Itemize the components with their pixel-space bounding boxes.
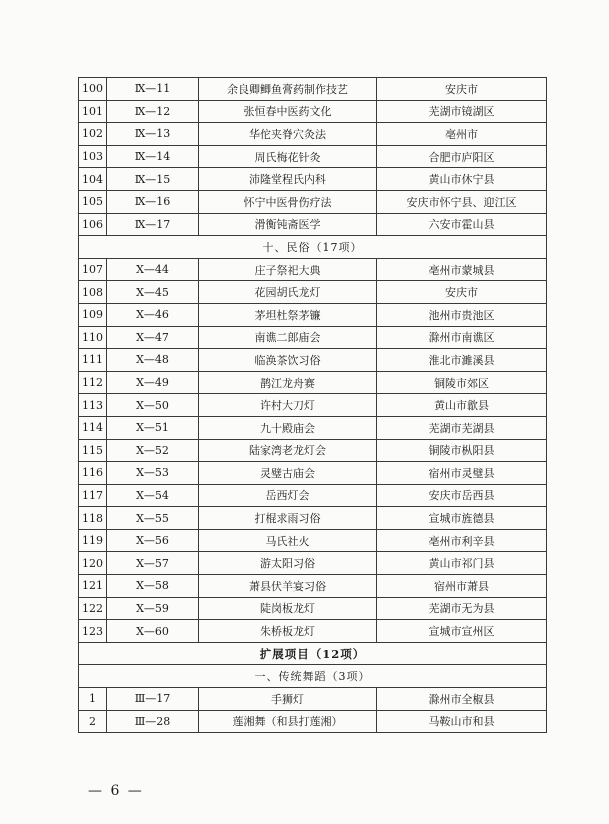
applicant-area-cell: 黄山市休宁县 — [377, 168, 547, 191]
serial-number-cell: 115 — [79, 439, 107, 462]
serial-number-cell: 123 — [79, 620, 107, 643]
applicant-area-cell: 六安市霍山县 — [377, 213, 547, 236]
serial-number-cell: 121 — [79, 575, 107, 598]
item-name-cell: 手狮灯 — [199, 688, 377, 711]
item-code-cell: Ⅹ—48 — [107, 349, 199, 372]
item-code-cell: Ⅸ—12 — [107, 100, 199, 123]
applicant-area-cell: 滁州市南谯区 — [377, 326, 547, 349]
table-row — [79, 78, 547, 101]
serial-number-cell: 122 — [79, 597, 107, 620]
serial-number-cell: 102 — [79, 123, 107, 146]
table-row — [79, 416, 547, 439]
serial-number-cell: 2 — [79, 710, 107, 733]
item-name-cell: 滑衡钝斋医学 — [199, 213, 377, 236]
item-name-cell: 茅坦杜祭茅镰 — [199, 303, 377, 326]
serial-number-cell: 100 — [79, 78, 107, 101]
applicant-area-cell: 宣城市旌德县 — [377, 507, 547, 530]
applicant-area-cell: 宿州市灵璧县 — [377, 462, 547, 485]
item-name-cell: 华佗夹脊穴灸法 — [199, 123, 377, 146]
item-code-cell: Ⅹ—50 — [107, 394, 199, 417]
item-name-cell: 庄子祭祀大典 — [199, 258, 377, 281]
table-row — [79, 529, 547, 552]
table-row — [79, 507, 547, 530]
table-row — [79, 552, 547, 575]
serial-number-cell: 107 — [79, 258, 107, 281]
item-name-cell: 陡岗板龙灯 — [199, 597, 377, 620]
item-code-cell: Ⅹ—52 — [107, 439, 199, 462]
table-row — [79, 281, 547, 304]
item-code-cell: Ⅹ—45 — [107, 281, 199, 304]
page-number: — 6 — — [88, 783, 144, 799]
applicant-area-cell: 马鞍山市和县 — [377, 710, 547, 733]
serial-number-cell: 118 — [79, 507, 107, 530]
applicant-area-cell: 宣城市宣州区 — [377, 620, 547, 643]
serial-number-cell: 108 — [79, 281, 107, 304]
serial-number-cell: 105 — [79, 190, 107, 213]
table-row — [79, 394, 547, 417]
item-name-cell: 陆家湾老龙灯会 — [199, 439, 377, 462]
table-row — [79, 575, 547, 598]
item-name-cell: 九十殿庙会 — [199, 416, 377, 439]
item-name-cell: 灵璧古庙会 — [199, 462, 377, 485]
serial-number-cell: 120 — [79, 552, 107, 575]
item-code-cell: Ⅲ—28 — [107, 710, 199, 733]
table-row — [79, 439, 547, 462]
serial-number-cell: 119 — [79, 529, 107, 552]
serial-number-cell: 109 — [79, 303, 107, 326]
table-row — [79, 123, 547, 146]
item-name-cell: 余良卿鲫鱼膏药制作技艺 — [199, 78, 377, 101]
table-row — [79, 371, 547, 394]
item-code-cell: Ⅸ—16 — [107, 190, 199, 213]
item-code-cell: Ⅹ—53 — [107, 462, 199, 485]
section-title-folk-customs: 十、民俗（17项） — [79, 236, 547, 259]
item-code-cell: Ⅹ—55 — [107, 507, 199, 530]
table-row — [79, 213, 547, 236]
item-code-cell: Ⅹ—46 — [107, 303, 199, 326]
item-name-cell: 莲湘舞（和县打莲湘） — [199, 710, 377, 733]
item-name-cell: 张恒春中医药文化 — [199, 100, 377, 123]
item-name-cell: 南谯二郎庙会 — [199, 326, 377, 349]
item-code-cell: Ⅲ—17 — [107, 688, 199, 711]
item-code-cell: Ⅹ—60 — [107, 620, 199, 643]
item-name-cell: 临涣茶饮习俗 — [199, 349, 377, 372]
section-row — [79, 236, 547, 259]
item-code-cell: Ⅹ—54 — [107, 484, 199, 507]
item-code-cell: Ⅸ—14 — [107, 145, 199, 168]
item-code-cell: Ⅹ—49 — [107, 371, 199, 394]
item-code-cell: Ⅸ—15 — [107, 168, 199, 191]
section-row — [79, 665, 547, 688]
serial-number-cell: 112 — [79, 371, 107, 394]
table-row — [79, 190, 547, 213]
applicant-area-cell: 安庆市岳西县 — [377, 484, 547, 507]
applicant-area-cell: 亳州市 — [377, 123, 547, 146]
table-row — [79, 462, 547, 485]
section-row — [79, 642, 547, 665]
serial-number-cell: 106 — [79, 213, 107, 236]
table-row — [79, 145, 547, 168]
applicant-area-cell: 安庆市 — [377, 78, 547, 101]
serial-number-cell: 103 — [79, 145, 107, 168]
serial-number-cell: 1 — [79, 688, 107, 711]
item-name-cell: 游太阳习俗 — [199, 552, 377, 575]
item-code-cell: Ⅹ—51 — [107, 416, 199, 439]
table-row — [79, 597, 547, 620]
table-row — [79, 710, 547, 733]
serial-number-cell: 117 — [79, 484, 107, 507]
item-name-cell: 马氏社火 — [199, 529, 377, 552]
item-name-cell: 朱桥板龙灯 — [199, 620, 377, 643]
item-name-cell: 岳西灯会 — [199, 484, 377, 507]
serial-number-cell: 110 — [79, 326, 107, 349]
table-row — [79, 326, 547, 349]
item-name-cell: 鹊江龙舟赛 — [199, 371, 377, 394]
group-traditional-medicine — [79, 78, 547, 236]
serial-number-cell: 101 — [79, 100, 107, 123]
table-row — [79, 100, 547, 123]
item-name-cell: 萧县伏羊宴习俗 — [199, 575, 377, 598]
item-name-cell: 沛隆堂程氏内科 — [199, 168, 377, 191]
applicant-area-cell: 黄山市歙县 — [377, 394, 547, 417]
applicant-area-cell: 淮北市濉溪县 — [377, 349, 547, 372]
group-folk-customs — [79, 258, 547, 642]
table-row — [79, 484, 547, 507]
item-code-cell: Ⅸ—11 — [107, 78, 199, 101]
item-code-cell: Ⅸ—13 — [107, 123, 199, 146]
item-name-cell: 花园胡氏龙灯 — [199, 281, 377, 304]
serial-number-cell: 114 — [79, 416, 107, 439]
heritage-list-table — [78, 77, 547, 733]
serial-number-cell: 111 — [79, 349, 107, 372]
item-code-cell: Ⅹ—59 — [107, 597, 199, 620]
serial-number-cell: 104 — [79, 168, 107, 191]
group-traditional-dance — [79, 688, 547, 733]
applicant-area-cell: 铜陵市郊区 — [377, 371, 547, 394]
section-folk-customs — [79, 236, 547, 259]
item-code-cell: Ⅹ—47 — [107, 326, 199, 349]
serial-number-cell: 113 — [79, 394, 107, 417]
applicant-area-cell: 芜湖市芜湖县 — [377, 416, 547, 439]
item-name-cell: 许村大刀灯 — [199, 394, 377, 417]
applicant-area-cell: 宿州市萧县 — [377, 575, 547, 598]
applicant-area-cell: 亳州市蒙城县 — [377, 258, 547, 281]
applicant-area-cell: 芜湖市镜湖区 — [377, 100, 547, 123]
item-name-cell: 打棍求雨习俗 — [199, 507, 377, 530]
item-code-cell: Ⅹ—56 — [107, 529, 199, 552]
section-title-traditional-dance: 一、传统舞蹈（3项） — [79, 665, 547, 688]
table-row — [79, 688, 547, 711]
applicant-area-cell: 亳州市利辛县 — [377, 529, 547, 552]
table-row — [79, 349, 547, 372]
table-row — [79, 303, 547, 326]
item-code-cell: Ⅹ—44 — [107, 258, 199, 281]
applicant-area-cell: 铜陵市枞阳县 — [377, 439, 547, 462]
table-row — [79, 620, 547, 643]
item-code-cell: Ⅸ—17 — [107, 213, 199, 236]
item-code-cell: Ⅹ—57 — [107, 552, 199, 575]
applicant-area-cell: 黄山市祁门县 — [377, 552, 547, 575]
applicant-area-cell: 芜湖市无为县 — [377, 597, 547, 620]
item-name-cell: 怀宁中医骨伤疗法 — [199, 190, 377, 213]
section-extension — [79, 642, 547, 687]
section-title-extension-projects: 扩展项目（12项） — [79, 642, 547, 665]
applicant-area-cell: 滁州市全椒县 — [377, 688, 547, 711]
table-row — [79, 258, 547, 281]
applicant-area-cell: 合肥市庐阳区 — [377, 145, 547, 168]
serial-number-cell: 116 — [79, 462, 107, 485]
applicant-area-cell: 池州市贵池区 — [377, 303, 547, 326]
item-name-cell: 周氏梅花针灸 — [199, 145, 377, 168]
table-row — [79, 168, 547, 191]
applicant-area-cell: 安庆市 — [377, 281, 547, 304]
item-code-cell: Ⅹ—58 — [107, 575, 199, 598]
applicant-area-cell: 安庆市怀宁县、迎江区 — [377, 190, 547, 213]
